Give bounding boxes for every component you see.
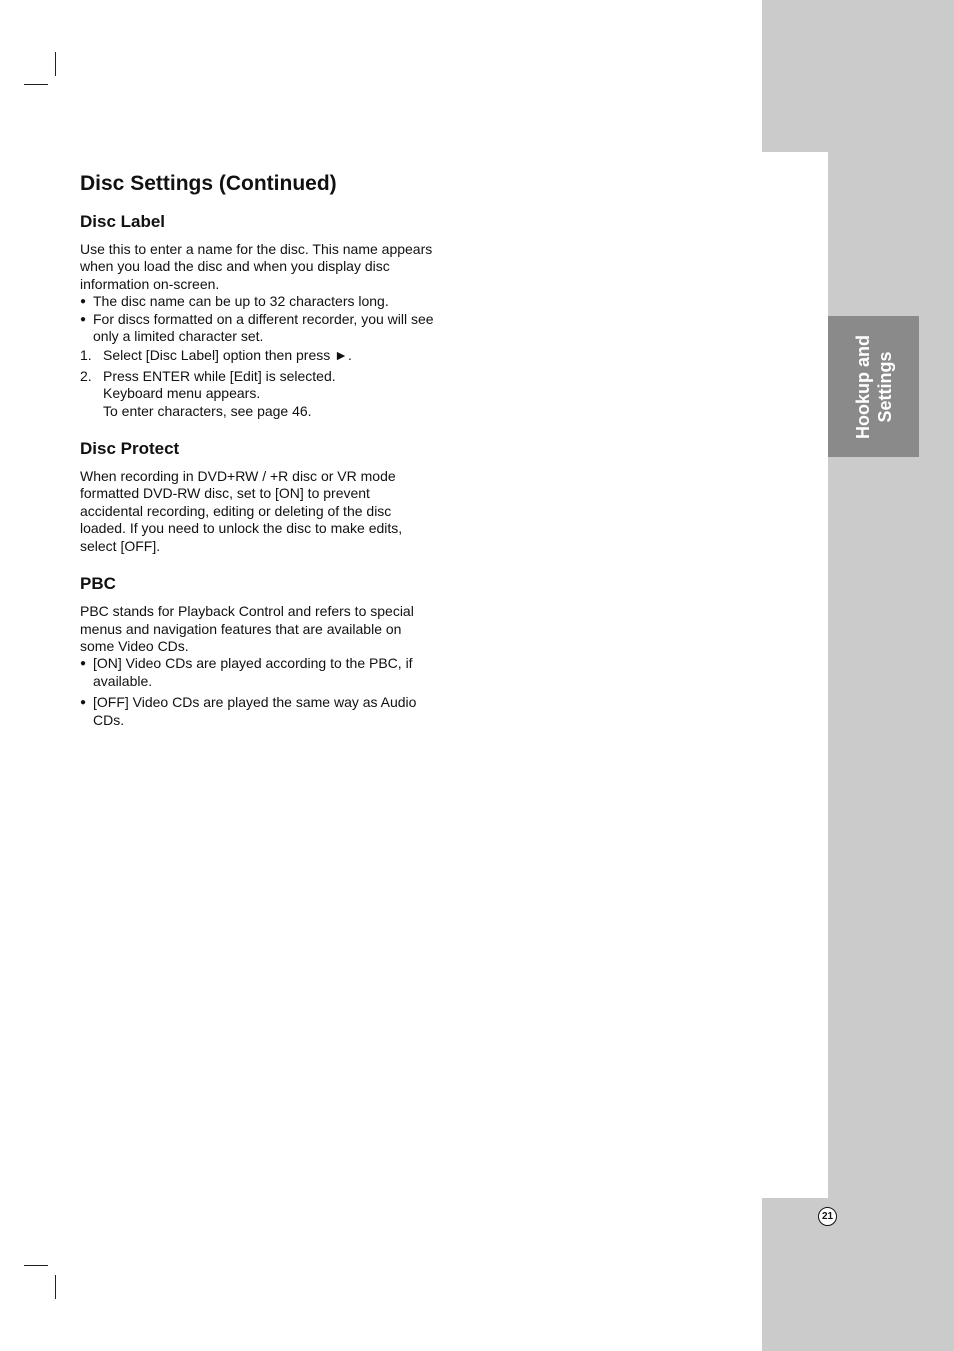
pbc-section [80,573,436,729]
side-band-strip [828,152,954,1198]
bullet-icon: ● [80,697,87,709]
step-number: 2. [80,367,92,384]
side-band-top [762,0,954,152]
disc-protect-section [80,438,436,555]
crop-mark [24,1265,48,1266]
disc-label-section [80,211,436,420]
disc-protect-body: When recording in DVD+RW / +R disc or VR mode formatted DVD-RW disc, set to [ON] to prevent accidental recording, editing or deleting of the disc loaded. If you need to unlock the disc to make edits, select [OFF]. [80,468,403,554]
pbc-heading: PBC [80,574,116,594]
step-text: Press ENTER while [Edit] is selected. [103,367,336,384]
step-text: Keyboard menu appears. [103,385,261,402]
step-item [80,368,436,420]
bullet-icon: ● [80,313,87,325]
step-item [80,347,436,364]
list-item: ● [ON] Video CDs are played according to the PBC, if available. [80,655,413,689]
disc-label-heading: Disc Label [80,212,166,231]
section-tab-line2: Settings [874,351,895,423]
section-tab-line1: Hookup and [852,334,873,439]
crop-mark [55,52,56,76]
bullet-icon: ● [80,296,87,308]
disc-label-intro: Use this to enter a name for the disc. This name appears when you load the disc and when you display disc information on-screen. [80,241,433,292]
crop-mark [55,1275,56,1299]
step-number: 1. [80,347,92,364]
pbc-bullets [80,655,436,729]
disc-label-bullets [80,293,436,345]
section-tab-label [852,335,896,439]
list-item: ● The disc name can be up to 32 characters long. [80,293,389,310]
main-content [80,170,436,747]
list-item: ● For discs formatted on a different recorder, you will see only a limited character set. [80,310,434,345]
list-item: ● [OFF] Video CDs are played the same way as Audio CDs. [80,694,417,728]
pbc-intro: PBC stands for Playback Control and refers to special menus and navigation features that are available on some Video CDs. [80,603,414,654]
crop-mark [24,84,48,85]
step-text: To enter characters, see page 46. [103,402,312,419]
page-number: 21 [818,1207,837,1226]
step-text: Select [Disc Label] option then press ►. [103,347,352,364]
section-tab [828,316,919,457]
disc-label-steps [80,347,436,420]
bullet-icon: ● [80,658,87,670]
side-band-bottom [762,1198,954,1351]
disc-protect-heading: Disc Protect [80,439,180,459]
page-title: Disc Settings (Continued) [80,172,337,195]
